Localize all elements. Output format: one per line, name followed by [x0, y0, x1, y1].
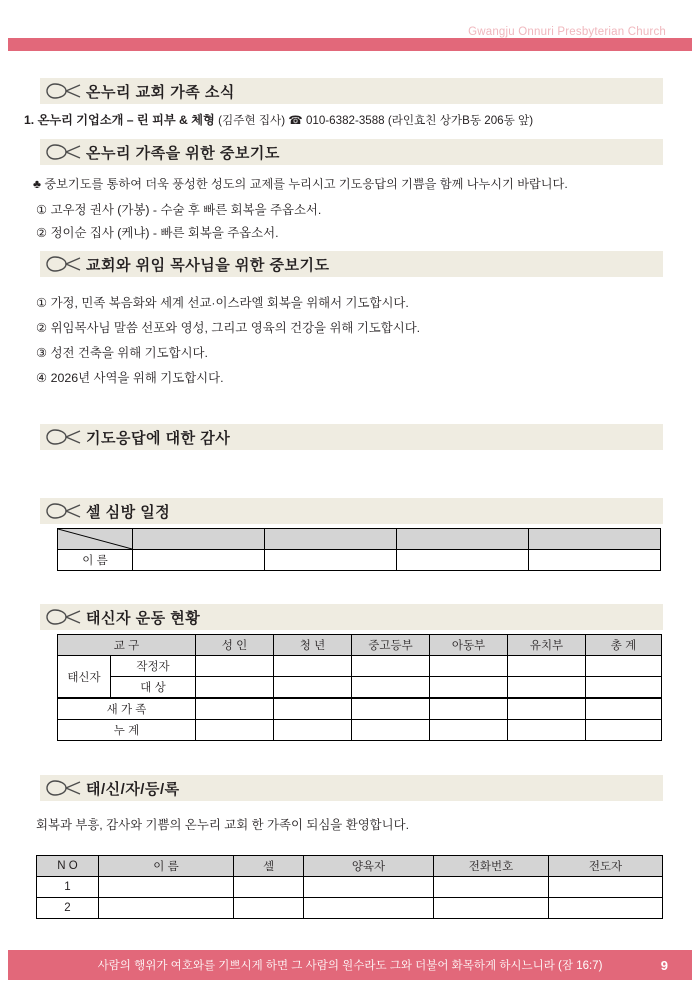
- taesinja-status-table: [57, 634, 662, 741]
- taesinja-data-cell[interactable]: [196, 677, 274, 699]
- list-number: ①: [36, 203, 48, 217]
- fish-icon: [42, 609, 86, 625]
- fish-icon: [42, 503, 86, 519]
- family-prayer-item-text: 고우정 권사 (가봉) - 수술 후 빠른 회복을 주옵소서.: [50, 203, 322, 217]
- page-header: [0, 0, 700, 56]
- section-header-cell-visit: [40, 498, 663, 524]
- family-prayer-item: [36, 200, 700, 219]
- fish-icon: [42, 256, 86, 272]
- taesinja-data-cell[interactable]: [274, 698, 352, 720]
- taesinja-col-header: 총 계: [586, 635, 662, 656]
- register-data-cell[interactable]: [434, 877, 549, 898]
- section-title-church-prayer: 교회와 위임 목사님을 위한 중보기도: [86, 256, 330, 274]
- news-item-title: 온누리 기업소개 – 린 피부 & 체형: [37, 113, 215, 127]
- taesinja-col-header: 성 인: [196, 635, 274, 656]
- register-col-header: 전도자: [549, 856, 663, 877]
- taesinja-data-cell[interactable]: [352, 720, 430, 741]
- taesinja-data-cell[interactable]: [274, 656, 352, 677]
- footer-verse: 사람의 행위가 여호와를 기쁘시게 하면 그 사람의 원수라도 그와 더불어 화목하게 하시느니라 (잠 16:7): [97, 960, 603, 972]
- taesinja-data-cell[interactable]: [508, 677, 586, 699]
- table-row: [58, 529, 661, 550]
- cell-visit-header-cell[interactable]: [397, 529, 529, 550]
- section-title-news: 온누리 교회 가족 소식: [86, 83, 235, 101]
- taesinja-row-label: 대 상: [111, 677, 196, 699]
- register-data-cell[interactable]: [234, 898, 304, 919]
- section-header-thanksgiving: [40, 424, 663, 450]
- taesinja-data-cell[interactable]: [430, 698, 508, 720]
- taesinja-row-label: 작정자: [111, 656, 196, 677]
- list-number: ②: [36, 226, 48, 240]
- cell-visit-data-cell[interactable]: [133, 550, 265, 571]
- taesinja-col-header: 교 구: [58, 635, 196, 656]
- cell-visit-data-cell[interactable]: [265, 550, 397, 571]
- taesinja-col-header: 유치부: [508, 635, 586, 656]
- taesinja-data-cell[interactable]: [586, 677, 662, 699]
- taesinja-data-cell[interactable]: [196, 698, 274, 720]
- table-row: [58, 656, 662, 677]
- family-prayer-note-text: 중보기도를 통하여 더욱 풍성한 성도의 교제를 누리시고 기도응답의 기쁨을 함께 나누시기 바랍니다.: [44, 177, 568, 191]
- taesinja-group-label: 태신자: [58, 656, 111, 699]
- section-header-taesinja-register: [40, 775, 663, 801]
- taesinja-data-cell[interactable]: [508, 698, 586, 720]
- cell-visit-diagonal-header: [58, 529, 133, 550]
- taesinja-data-cell[interactable]: [508, 656, 586, 677]
- fish-icon: [42, 780, 86, 796]
- section-header-family-prayer: [40, 139, 663, 165]
- taesinja-data-cell[interactable]: [586, 720, 662, 741]
- section-header-church-prayer: [40, 251, 663, 277]
- register-data-cell[interactable]: [234, 877, 304, 898]
- section-header-news: [40, 78, 663, 104]
- church-prayer-item: [36, 318, 700, 337]
- cell-visit-data-cell[interactable]: [529, 550, 661, 571]
- taesinja-data-cell[interactable]: [430, 656, 508, 677]
- register-data-cell[interactable]: [99, 898, 234, 919]
- register-row-number: 2: [37, 898, 99, 919]
- taesinja-data-cell[interactable]: [352, 698, 430, 720]
- family-prayer-item-text: 정이순 집사 (케냐) - 빠른 회복을 주옵소서.: [50, 226, 279, 240]
- cell-visit-header-cell[interactable]: [265, 529, 397, 550]
- taesinja-data-cell[interactable]: [196, 720, 274, 741]
- family-prayer-item: [36, 223, 700, 242]
- taesinja-data-cell[interactable]: [508, 720, 586, 741]
- church-prayer-item-text: 성전 건축을 위해 기도합시다.: [50, 346, 208, 360]
- section-title-thanksgiving: 기도응답에 대한 감사: [86, 429, 231, 447]
- taesinja-data-cell[interactable]: [586, 656, 662, 677]
- church-prayer-item: [36, 343, 700, 362]
- taesinja-summary-label: 새 가 족: [58, 698, 196, 720]
- news-item-number: 1.: [24, 113, 35, 127]
- register-data-cell[interactable]: [304, 877, 434, 898]
- taesinja-col-header: 청 년: [274, 635, 352, 656]
- section-title-cell-visit: 셀 심방 일정: [86, 503, 171, 521]
- table-row: [58, 677, 662, 699]
- page-footer: [8, 950, 692, 980]
- taesinja-data-cell[interactable]: [430, 677, 508, 699]
- taesinja-summary-label: 누 계: [58, 720, 196, 741]
- register-data-cell[interactable]: [304, 898, 434, 919]
- register-col-header: 셀: [234, 856, 304, 877]
- church-prayer-item: [36, 368, 700, 387]
- church-prayer-item: [36, 293, 700, 312]
- church-prayer-item-text: 가정, 민족 복음화와 세계 선교·이스라엘 회복을 위해서 기도합시다.: [50, 296, 409, 310]
- family-prayer-note: [33, 175, 700, 193]
- taesinja-data-cell[interactable]: [274, 677, 352, 699]
- table-row: [58, 550, 661, 571]
- club-icon: ♣: [33, 177, 41, 191]
- list-number: ④: [36, 371, 48, 385]
- fish-icon: [42, 429, 86, 445]
- church-prayer-item-text: 2026년 사역을 위해 기도합시다.: [50, 371, 224, 385]
- list-number: ①: [36, 296, 48, 310]
- taesinja-data-cell[interactable]: [274, 720, 352, 741]
- table-row: [37, 898, 663, 919]
- register-col-header: 양육자: [304, 856, 434, 877]
- taesinja-data-cell[interactable]: [430, 720, 508, 741]
- cell-visit-table: [57, 528, 661, 571]
- taesinja-data-cell[interactable]: [352, 677, 430, 699]
- section-header-taesinja-status: [40, 604, 663, 630]
- section-title-taesinja-status: 태신자 운동 현황: [86, 609, 201, 627]
- table-row: [58, 698, 662, 720]
- cell-visit-row-label: 이 름: [58, 550, 133, 571]
- taesinja-data-cell[interactable]: [352, 656, 430, 677]
- register-col-header: 이 름: [99, 856, 234, 877]
- section-title-taesinja-register: 태/신/자/등/록: [86, 780, 180, 798]
- section-title-family-prayer: 온누리 가족을 위한 중보기도: [86, 144, 280, 162]
- register-welcome-text: 회복과 부흥, 감사와 기쁨의 온누리 교회 한 가족이 되심을 환영합니다.: [36, 818, 410, 832]
- church-name-header: Gwangju Onnuri Presbyterian Church: [468, 26, 666, 38]
- register-data-cell[interactable]: [99, 877, 234, 898]
- register-data-cell[interactable]: [434, 898, 549, 919]
- cell-visit-header-cell[interactable]: [529, 529, 661, 550]
- news-item-row: [24, 111, 700, 129]
- taesinja-data-cell[interactable]: [196, 656, 274, 677]
- fish-icon: [42, 144, 86, 160]
- register-data-cell[interactable]: [549, 877, 663, 898]
- news-item-detail: (김주현 집사) ☎ 010-6382-3588 (라인효친 상가B동 206동 앞): [218, 114, 534, 127]
- table-row: [58, 635, 662, 656]
- table-row: [58, 720, 662, 741]
- cell-visit-header-cell[interactable]: [133, 529, 265, 550]
- header-accent-bar: [8, 38, 692, 51]
- taesinja-data-cell[interactable]: [586, 698, 662, 720]
- list-number: ②: [36, 321, 48, 335]
- fish-icon: [42, 83, 86, 99]
- table-row: [37, 877, 663, 898]
- page-number: 9: [660, 957, 668, 973]
- register-row-number: 1: [37, 877, 99, 898]
- register-col-header: N O: [37, 856, 99, 877]
- church-prayer-item-text: 위임목사님 말씀 선포와 영성, 그리고 영육의 건강을 위해 기도합시다.: [50, 321, 421, 335]
- taesinja-col-header: 중고등부: [352, 635, 430, 656]
- taesinja-register-table: [36, 855, 663, 919]
- list-number: ③: [36, 346, 48, 360]
- register-data-cell[interactable]: [549, 898, 663, 919]
- register-col-header: 전화번호: [434, 856, 549, 877]
- table-row: [37, 856, 663, 877]
- cell-visit-data-cell[interactable]: [397, 550, 529, 571]
- taesinja-col-header: 아동부: [430, 635, 508, 656]
